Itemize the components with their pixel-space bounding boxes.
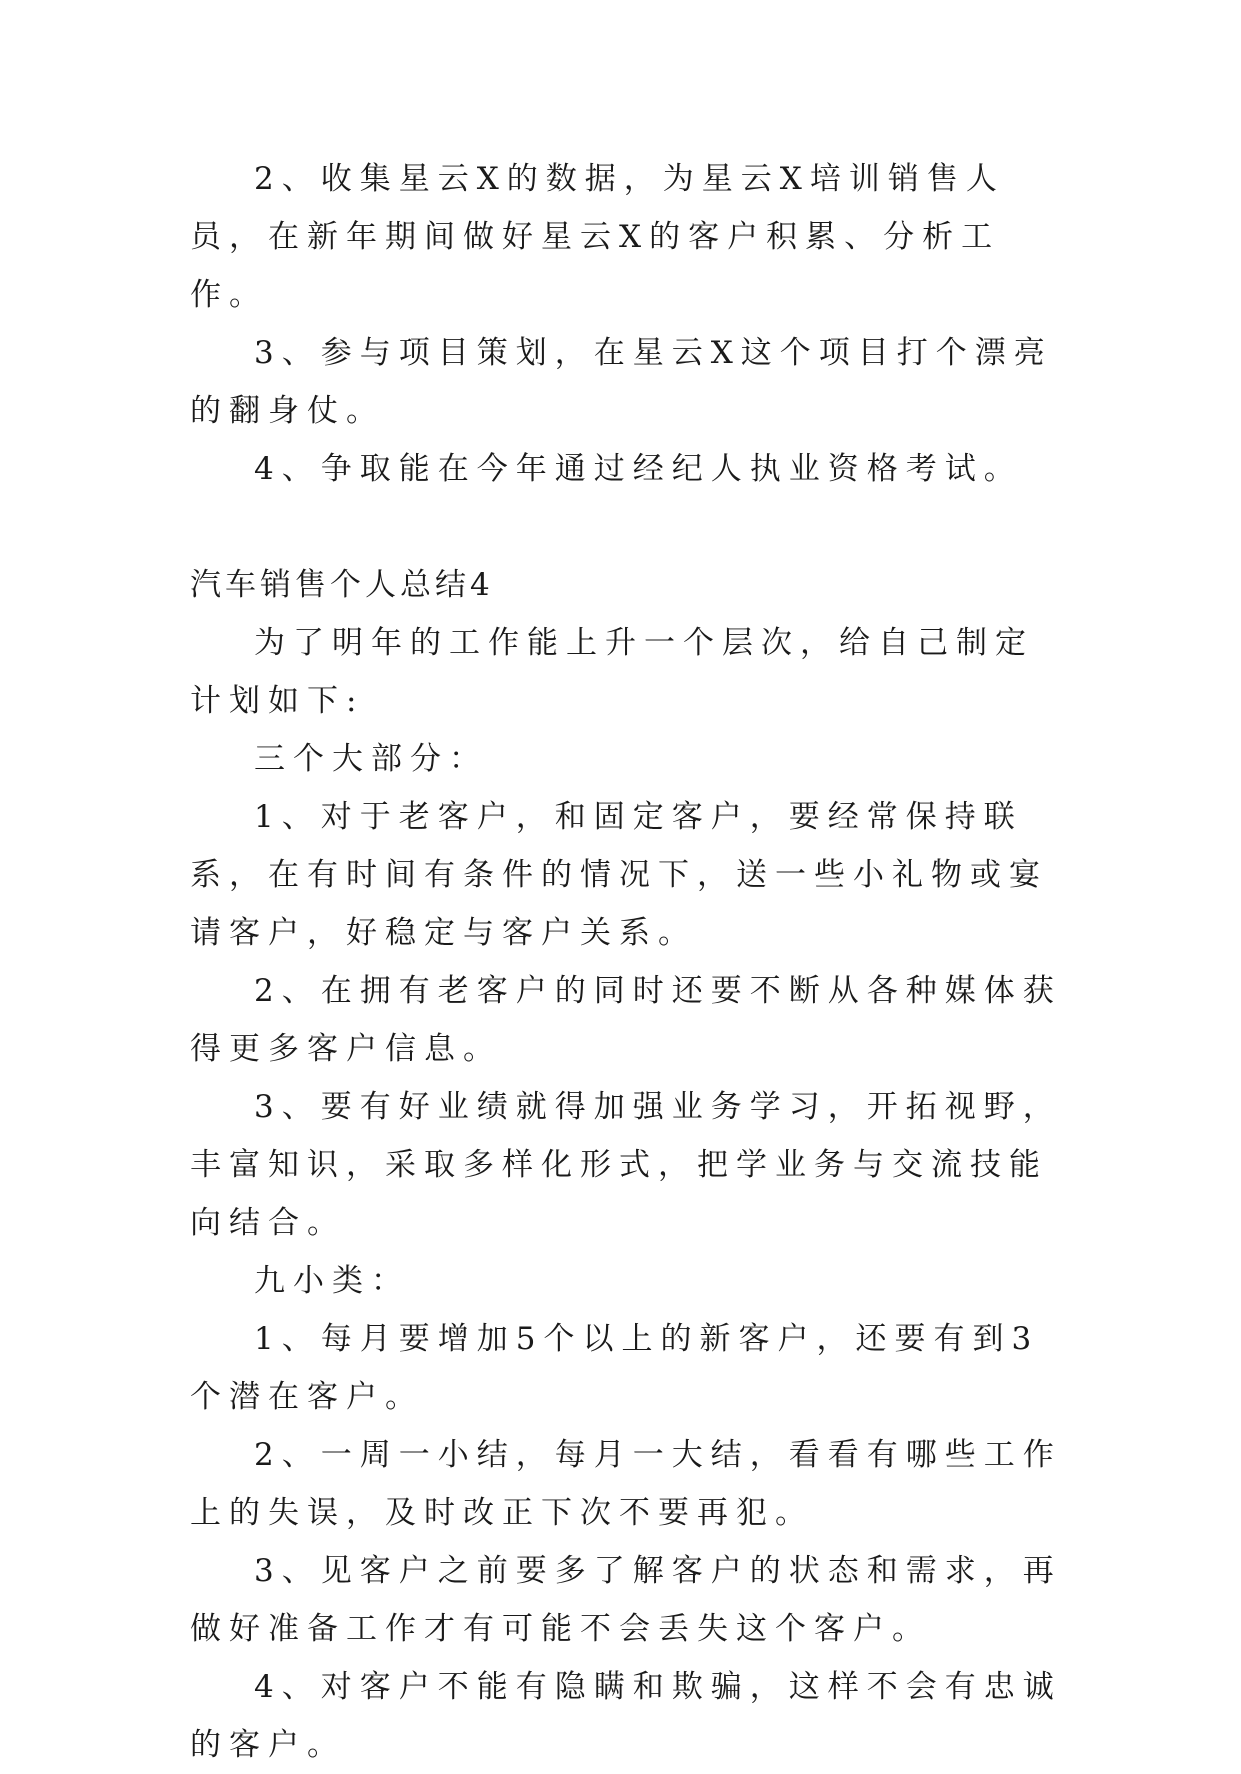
part-two-item-3: 3、见客户之前要多了解客户的状态和需求，再做好准备工作才有可能不会丢失这个客户。 (190, 1553, 1062, 1647)
intro-paragraph: 为了明年的工作能上升一个层次，给自己制定计划如下: (190, 625, 1034, 719)
part-two-item-2: 2、一周一小结，每月一大结，看看有哪些工作上的失误，及时改正下次不要再犯。 (190, 1437, 1062, 1531)
document-body (190, 150, 1070, 1774)
part-one-title: 三个大部分： (254, 741, 488, 777)
paragraph-top-item-4: 4、争取能在今年通过经纪人执业资格考试。 (254, 451, 1023, 487)
part-one-item-2: 2、在拥有老客户的同时还要不断从各种媒体获得更多客户信息。 (190, 973, 1062, 1067)
section-title: 汽车销售个人总结4 (190, 567, 494, 603)
paragraph-top-item-2: 2、收集星云X的数据，为星云X培训销售人员，在新年期间做好星云X的客户积累、分析工作。 (190, 161, 1005, 313)
part-two-title: 九小类： (254, 1263, 410, 1299)
paragraph-top-item-3: 3、参与项目策划，在星云X这个项目打个漂亮的翻身仗。 (190, 335, 1053, 429)
part-one-item-3: 3、要有好业绩就得加强业务学习，开拓视野，丰富知识，采取多样化形式，把学业务与交流技能向结合。 (190, 1089, 1062, 1241)
part-two-item-1: 1、每月要增加5个以上的新客户，还要有到3个潜在客户。 (190, 1321, 1040, 1415)
part-one-item-1: 1、对于老客户，和固定客户，要经常保持联系，在有时间有条件的情况下，送一些小礼物或宴请客户，好稳定与客户关系。 (190, 799, 1048, 951)
part-two-item-4: 4、对客户不能有隐瞒和欺骗，这样不会有忠诚的客户。 (190, 1669, 1062, 1763)
